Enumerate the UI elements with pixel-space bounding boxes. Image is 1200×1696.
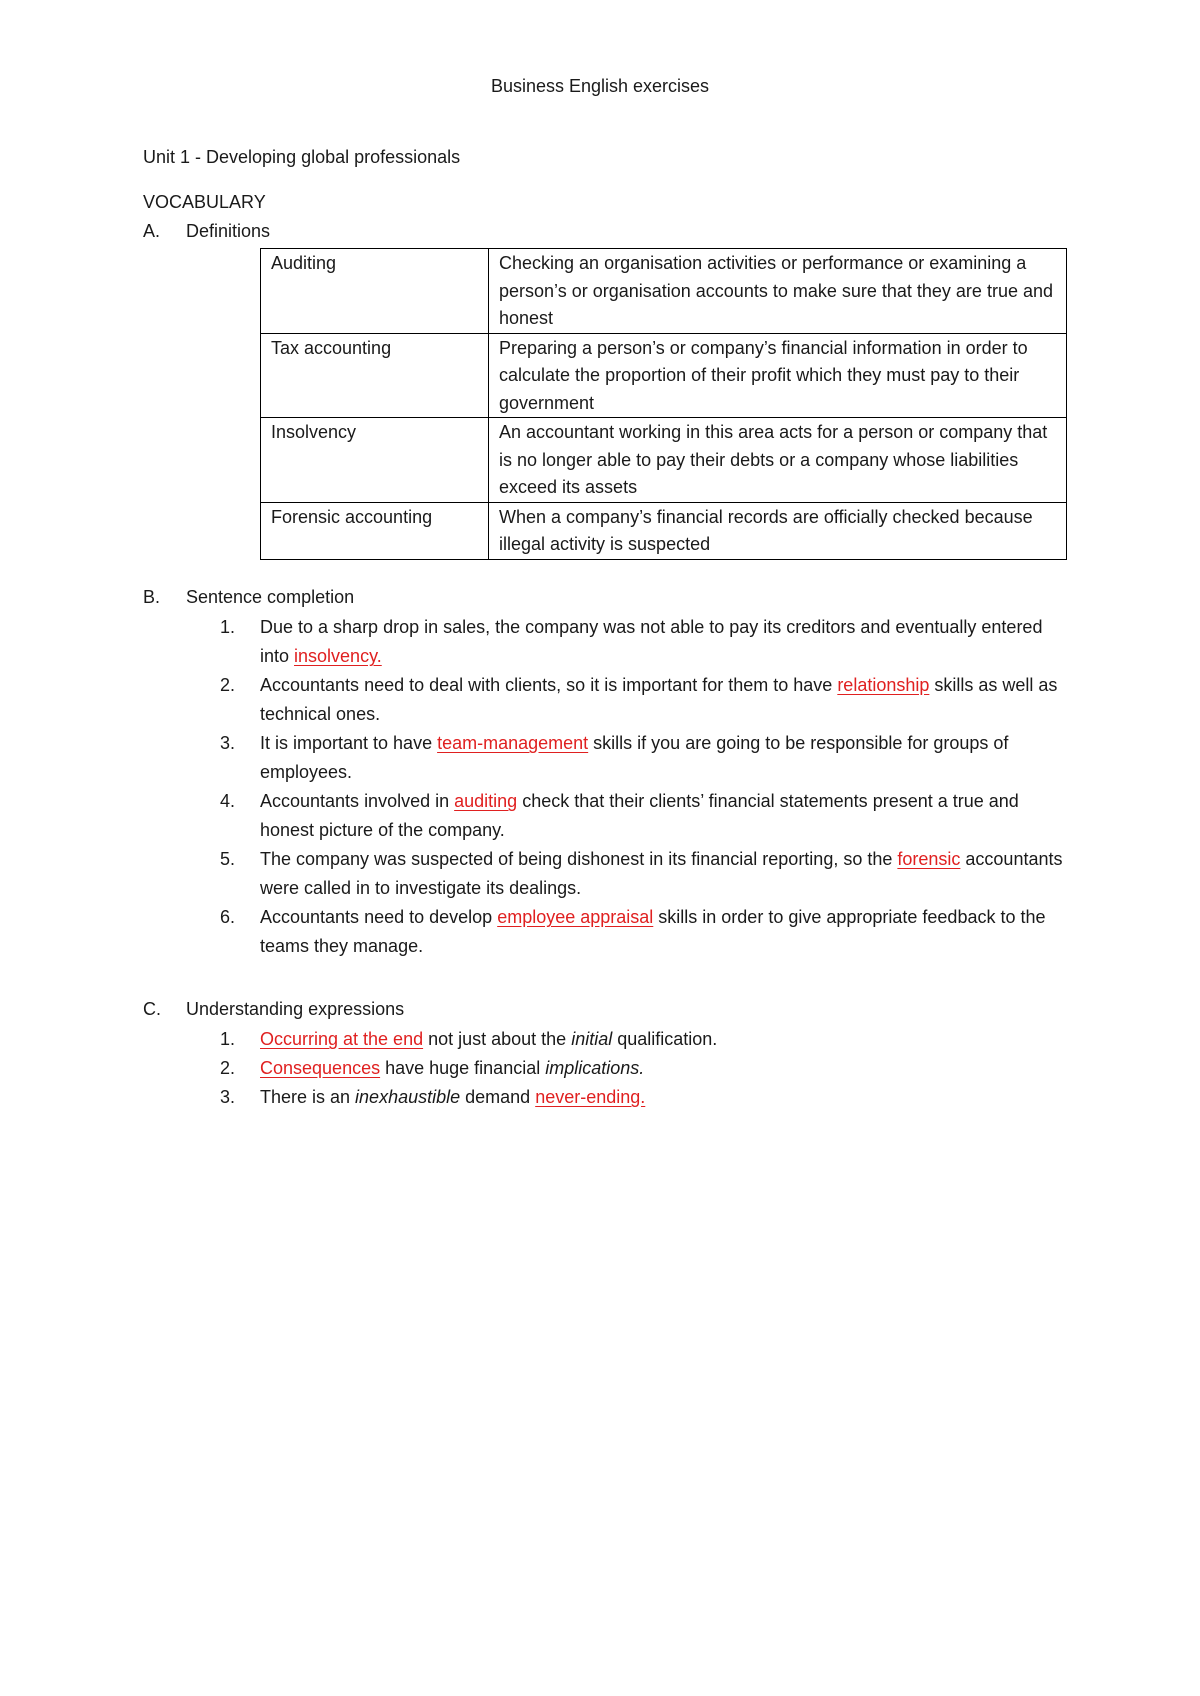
table-row (261, 418, 1067, 503)
text-after: accountants were called in to investigate its dealings. (260, 849, 1063, 898)
list-item (220, 903, 1070, 961)
expressions-list (220, 1025, 1070, 1112)
item-text (260, 671, 1070, 729)
term-cell: Tax accounting (261, 333, 489, 418)
document-title: Business English exercises (490, 76, 710, 96)
text-before: Accountants need to deal with clients, so it is important for them to have (260, 675, 838, 695)
italic-term: implications. (545, 1058, 645, 1078)
text-before: Accountants need to develop (260, 907, 498, 927)
list-item (220, 1054, 1070, 1083)
answer-text: auditing (454, 791, 518, 811)
table-row (261, 333, 1067, 418)
item-text (260, 903, 1070, 961)
item-number: 3. (220, 733, 236, 753)
list-item (220, 1083, 1070, 1112)
item-number: 1. (220, 617, 236, 637)
list-item (220, 613, 1070, 671)
section-letter: C. (143, 999, 161, 1019)
item-number: 2. (220, 1058, 236, 1078)
item-number: 3. (220, 1087, 236, 1107)
text-part: qualification. (612, 1029, 718, 1049)
text-after: skills as well as technical ones. (260, 675, 1058, 724)
text-after: skills in order to give appropriate feedback to the teams they manage. (260, 907, 1046, 956)
sentence-completion-list (220, 613, 1070, 961)
definition-cell: Preparing a person’s or company’s financial information in order to calculate the proportion of their profit which they must pay to their government (489, 333, 1067, 418)
list-item (220, 1025, 1070, 1054)
text-before: Accountants involved in (260, 791, 455, 811)
answer-text: Consequences (260, 1058, 381, 1078)
term-cell: Forensic accounting (261, 502, 489, 559)
answer-text: employee appraisal (497, 907, 654, 927)
list-item (220, 729, 1070, 787)
answer-text: forensic (897, 849, 961, 869)
item-text (260, 787, 1070, 845)
answer-text: never-ending. (535, 1087, 646, 1107)
section-title: Sentence completion (186, 587, 355, 607)
term-cell: Auditing (261, 249, 489, 334)
section-letter: A. (143, 221, 161, 241)
item-text (260, 845, 1070, 903)
text-after: check that their clients’ financial statements present a true and honest picture of the company. (260, 791, 1019, 840)
text-before: It is important to have (260, 733, 438, 753)
answer-text: team-management (437, 733, 589, 753)
section-letter: B. (143, 587, 161, 607)
vocabulary-heading: VOCABULARY (143, 192, 266, 212)
text-before: Due to a sharp drop in sales, the company was not able to pay its creditors and eventually entered into (260, 617, 1043, 666)
answer-text: Occurring at the end (260, 1029, 424, 1049)
item-number: 4. (220, 791, 236, 811)
text-part: not just about the (423, 1029, 572, 1049)
term-cell: Insolvency (261, 418, 489, 503)
italic-term: inexhaustible (355, 1087, 461, 1107)
unit-title: Unit 1 - Developing global professionals (143, 147, 461, 167)
list-item (220, 845, 1070, 903)
section-c-heading (143, 995, 404, 1024)
item-text (260, 1025, 1070, 1054)
answer-text: relationship (837, 675, 930, 695)
text-part: demand (460, 1087, 536, 1107)
list-item (220, 671, 1070, 729)
text-part: have huge financial (380, 1058, 546, 1078)
item-number: 1. (220, 1029, 236, 1049)
table-row (261, 249, 1067, 334)
item-number: 6. (220, 907, 236, 927)
item-text (260, 613, 1070, 671)
definitions-table (260, 248, 1067, 560)
section-title: Understanding expressions (186, 999, 405, 1019)
definition-cell: When a company’s financial records are officially checked because illegal activity is suspected (489, 502, 1067, 559)
list-item (220, 787, 1070, 845)
definition-cell: Checking an organisation activities or performance or examining a person’s or organisation accounts to make sure that they are true and honest (489, 249, 1067, 334)
item-number: 5. (220, 849, 236, 869)
table-row (261, 502, 1067, 559)
section-a-heading (143, 217, 270, 246)
item-text (260, 729, 1070, 787)
definition-cell: An accountant working in this area acts for a person or company that is no longer able to pay their debts or a company whose liabilities exceed its assets (489, 418, 1067, 503)
text-after: skills if you are going to be responsible for groups of employees. (260, 733, 1009, 782)
italic-term: initial (571, 1029, 613, 1049)
section-b-heading (143, 583, 354, 612)
item-text (260, 1083, 1070, 1112)
answer-text: insolvency. (294, 646, 382, 666)
text-part: There is an (260, 1087, 356, 1107)
item-text (260, 1054, 1070, 1083)
section-title: Definitions (186, 221, 271, 241)
item-number: 2. (220, 675, 236, 695)
text-before: The company was suspected of being dishonest in its financial reporting, so the (260, 849, 898, 869)
